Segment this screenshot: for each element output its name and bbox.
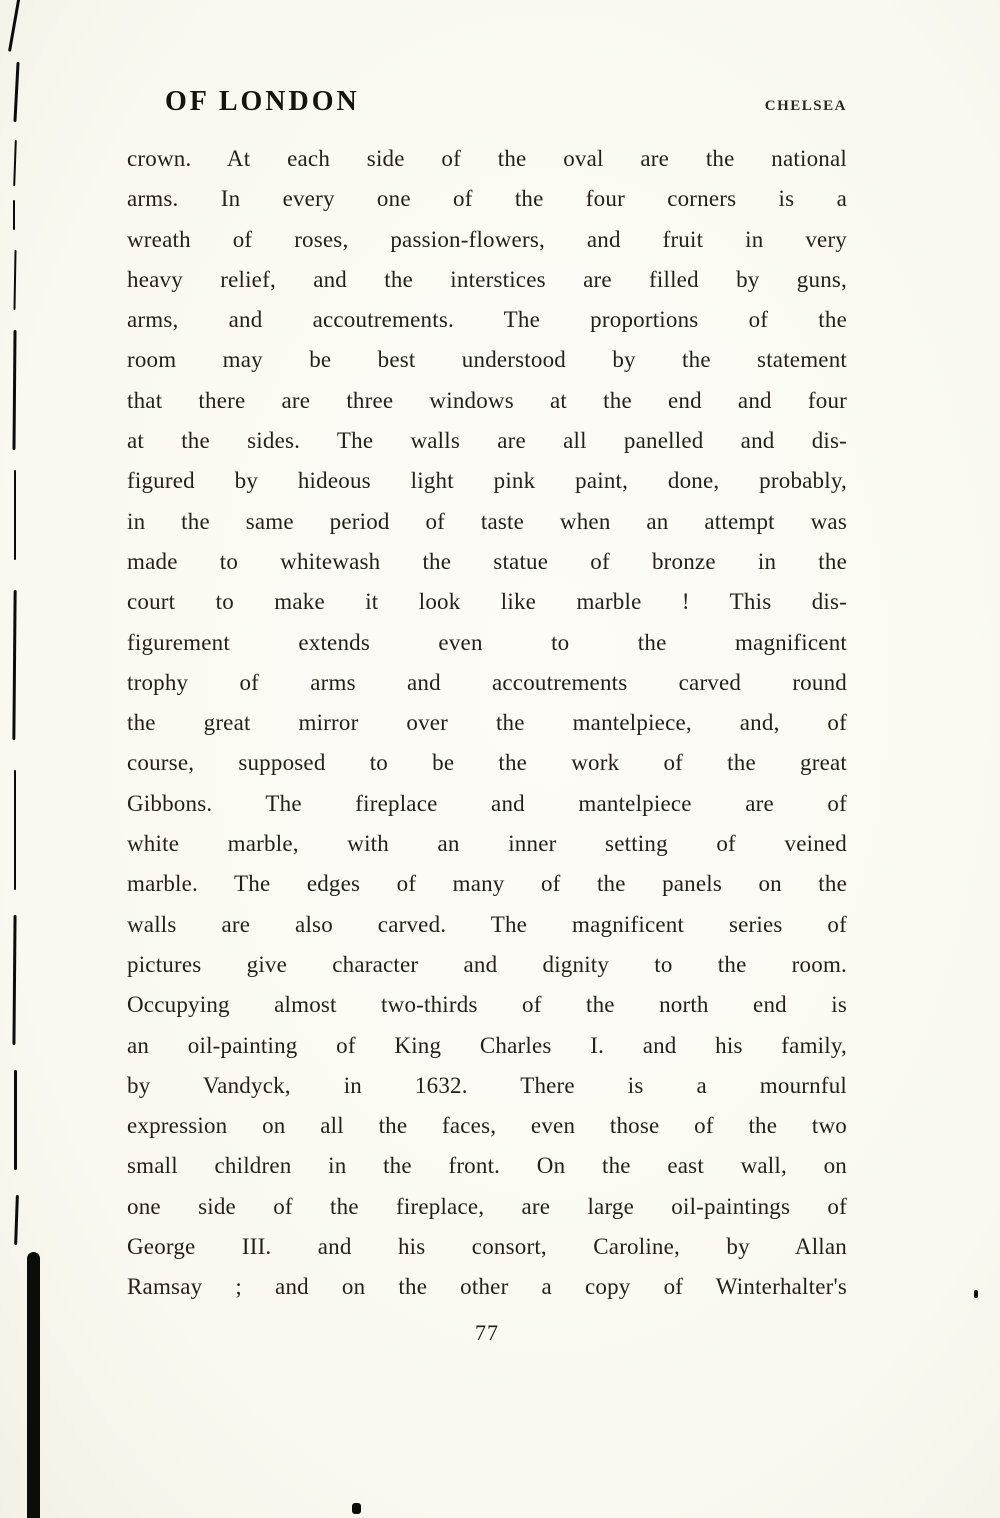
text-line: the great mirror over the mantelpiece, and, of [127,710,847,736]
running-head-section: CHELSEA [764,98,847,114]
text-line: walls are also carved. The magnificent series of [127,911,847,937]
body-text [127,139,847,1308]
scan-artifact [974,1290,978,1298]
text-line: arms. In every one of the four corners is a [127,186,847,212]
text-line: pictures give character and dignity to the room. [127,951,847,977]
scan-artifact [14,770,16,890]
scan-artifact [12,590,16,740]
text-line: figurement extends even to the magnificent [127,629,847,655]
text-line: Occupying almost two-thirds of the north end is [127,992,847,1018]
scan-artifact [13,200,15,230]
text-line: expression on all the faces, even those of the two [127,1113,847,1139]
text-block [127,86,847,1346]
text-line: an oil-painting of King Charles I. and his family, [127,1032,847,1058]
text-line: in the same period of taste when an attempt was [127,508,847,534]
scan-artifact [12,330,16,450]
text-line: room may be best understood by the statement [127,347,847,373]
text-line: marble. The edges of many of the panels on the [127,871,847,897]
text-line: heavy relief, and the interstices are filled by guns, [127,266,847,292]
scan-artifact [14,1070,17,1170]
text-line: made to whitewash the statue of bronze in the [127,548,847,574]
text-line: by Vandyck, in 1632. There is a mournful [127,1072,847,1098]
text-line: that there are three windows at the end and four [127,387,847,413]
scan-artifact [12,915,16,1045]
page-number: 77 [475,1319,499,1345]
scan-artifact [13,250,16,310]
scan-artifact [13,62,19,122]
scan-artifact [13,140,17,186]
scan-artifact [14,470,16,560]
running-title: OF LONDON [165,86,360,117]
text-line: one side of the fireplace, are large oil-paintings of [127,1193,847,1219]
text-line: trophy of arms and accoutrements carved round [127,669,847,695]
text-line: George III. and his consort, Caroline, by Allan [127,1234,847,1260]
text-line: small children in the front. On the east wall, on [127,1153,847,1179]
text-line: white marble, with an inner setting of veined [127,831,847,857]
text-line: Ramsay ; and on the other a copy of Winterhalter's [127,1274,847,1300]
scan-artifact [14,1195,19,1245]
text-line: course, supposed to be the work of the great [127,750,847,776]
scan-artifact [8,0,21,52]
text-line: wreath of roses, passion-flowers, and fruit in very [127,226,847,252]
text-line: figured by hideous light pink paint, done, probably, [127,468,847,494]
text-line: at the sides. The walls are all panelled and dis- [127,428,847,454]
running-header [127,86,847,118]
scan-artifact [352,1503,361,1514]
binding-mark [27,1252,40,1518]
text-line: Gibbons. The fireplace and mantelpiece are of [127,790,847,816]
text-line: crown. At each side of the oval are the national [127,146,847,171]
text-line: arms, and accoutrements. The proportions of the [127,307,847,333]
text-line: court to make it look like marble ! This dis- [127,589,847,615]
